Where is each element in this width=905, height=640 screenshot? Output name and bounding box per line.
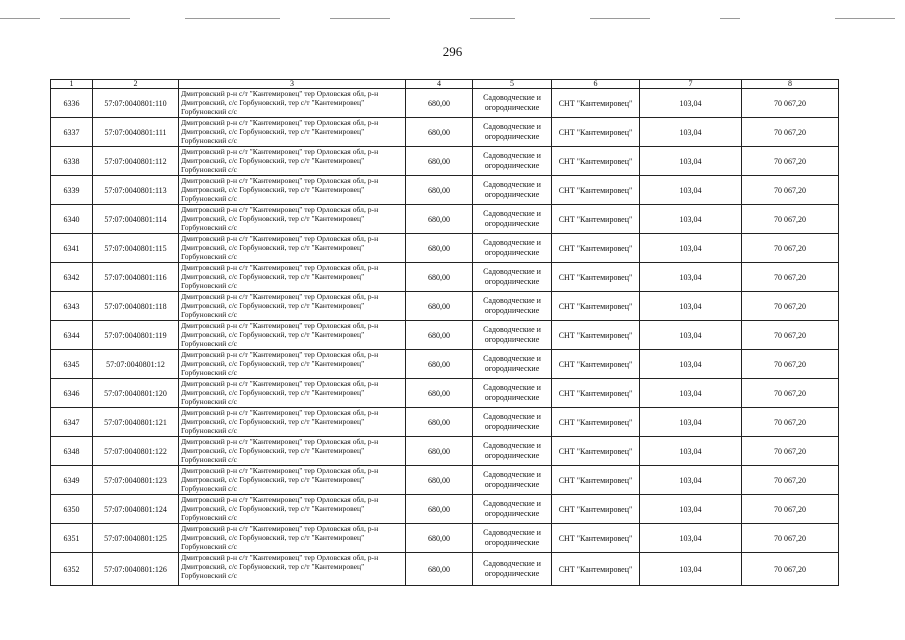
address-cell <box>179 263 406 292</box>
land-category-cell <box>473 321 552 350</box>
cadastral-value-cell: 70 067,20 <box>742 553 839 586</box>
scan-artifact-line <box>720 18 740 19</box>
address-cell <box>179 321 406 350</box>
table-row <box>51 553 839 586</box>
cadastral-value-cell: 70 067,20 <box>742 118 839 147</box>
address-line: Дмитровский, с/с Горбуновский, тер с/т "Кантемировец" <box>181 185 365 195</box>
table-row <box>51 379 839 408</box>
table-row <box>51 321 839 350</box>
address-line: Дмитровский р-н с/т "Кантемировец" тер Орловская обл, р-н <box>181 118 379 127</box>
cadastral-number-cell: 57:07:0040801:126 <box>93 553 179 586</box>
organization-cell: СНТ "Кантемировец" <box>552 292 640 321</box>
row-number-cell: 6351 <box>51 524 93 553</box>
organization-cell: СНТ "Кантемировец" <box>552 524 640 553</box>
land-category-line: Садоводческие и <box>483 122 541 131</box>
land-category-cell <box>473 205 552 234</box>
land-category-line: Садоводческие и <box>483 93 541 102</box>
land-category-cell <box>473 524 552 553</box>
address-line: Дмитровский р-н с/т "Кантемировец" тер Орловская обл, р-н <box>181 466 379 475</box>
land-category-cell <box>473 495 552 524</box>
rate-cell: 103,04 <box>640 263 742 292</box>
land-category-cell <box>473 147 552 176</box>
cadastral-number-cell: 57:07:0040801:114 <box>93 205 179 234</box>
area-cell: 680,00 <box>406 176 473 205</box>
address-line: Горбуновский с/с <box>181 426 238 436</box>
address-line: Горбуновский с/с <box>181 165 238 175</box>
table-row <box>51 234 839 263</box>
address-line: Горбуновский с/с <box>181 107 238 117</box>
row-number-cell: 6337 <box>51 118 93 147</box>
address-cell <box>179 205 406 234</box>
cadastral-number-cell: 57:07:0040801:119 <box>93 321 179 350</box>
land-category-cell <box>473 89 552 118</box>
organization-cell: СНТ "Кантемировец" <box>552 408 640 437</box>
address-line: Дмитровский р-н с/т "Кантемировец" тер Орловская обл, р-н <box>181 408 379 417</box>
area-cell: 680,00 <box>406 321 473 350</box>
cadastral-value-cell: 70 067,20 <box>742 147 839 176</box>
address-line: Дмитровский, с/с Горбуновский, тер с/т "Кантемировец" <box>181 272 365 282</box>
organization-cell: СНТ "Кантемировец" <box>552 379 640 408</box>
address-line: Горбуновский с/с <box>181 368 238 378</box>
land-category-cell <box>473 292 552 321</box>
address-line: Дмитровский р-н с/т "Кантемировец" тер Орловская обл, р-н <box>181 437 379 446</box>
land-category-line: огороднические <box>484 364 540 373</box>
area-cell: 680,00 <box>406 524 473 553</box>
address-line: Дмитровский р-н с/т "Кантемировец" тер Орловская обл, р-н <box>181 263 379 272</box>
page-number: 296 <box>442 44 463 59</box>
area-cell: 680,00 <box>406 495 473 524</box>
address-line: Дмитровский, с/с Горбуновский, тер с/т "Кантемировец" <box>181 446 365 456</box>
land-category-cell <box>473 234 552 263</box>
rate-cell: 103,04 <box>640 234 742 263</box>
organization-cell: СНТ "Кантемировец" <box>552 205 640 234</box>
table-row <box>51 118 839 147</box>
column-header: 7 <box>640 80 742 89</box>
cadastral-number-cell: 57:07:0040801:122 <box>93 437 179 466</box>
address-line: Дмитровский, с/с Горбуновский, тер с/т "Кантемировец" <box>181 388 365 398</box>
cadastral-value-cell: 70 067,20 <box>742 234 839 263</box>
rate-cell: 103,04 <box>640 553 742 586</box>
column-header: 8 <box>742 80 839 89</box>
table-header-row <box>51 80 839 89</box>
table-row <box>51 263 839 292</box>
land-category-line: Садоводческие и <box>483 267 541 276</box>
column-header: 3 <box>179 80 406 89</box>
table-row <box>51 495 839 524</box>
address-line: Дмитровский р-н с/т "Кантемировец" тер Орловская обл, р-н <box>181 379 379 388</box>
address-line: Дмитровский, с/с Горбуновский, тер с/т "Кантемировец" <box>181 127 365 137</box>
rate-cell: 103,04 <box>640 89 742 118</box>
address-line: Дмитровский, с/с Горбуновский, тер с/т "Кантемировец" <box>181 359 365 369</box>
area-cell: 680,00 <box>406 205 473 234</box>
land-category-line: огороднические <box>484 335 540 344</box>
cadastral-value-cell: 70 067,20 <box>742 466 839 495</box>
address-line: Горбуновский с/с <box>181 194 238 204</box>
table-row <box>51 292 839 321</box>
address-cell <box>179 495 406 524</box>
address-line: Горбуновский с/с <box>181 397 238 407</box>
rate-cell: 103,04 <box>640 437 742 466</box>
area-cell: 680,00 <box>406 147 473 176</box>
row-number-cell: 6340 <box>51 205 93 234</box>
table-row <box>51 466 839 495</box>
address-line: Дмитровский, с/с Горбуновский, тер с/т "Кантемировец" <box>181 301 365 311</box>
organization-cell: СНТ "Кантемировец" <box>552 350 640 379</box>
table-row <box>51 408 839 437</box>
cadastral-number-cell: 57:07:0040801:112 <box>93 147 179 176</box>
land-category-line: Садоводческие и <box>483 528 541 537</box>
column-header: 5 <box>473 80 552 89</box>
table-row <box>51 176 839 205</box>
land-category-cell <box>473 263 552 292</box>
scan-artifact-line <box>590 18 650 19</box>
scan-artifact-line <box>835 18 895 19</box>
address-line: Дмитровский, с/с Горбуновский, тер с/т "Кантемировец" <box>181 417 365 427</box>
address-line: Горбуновский с/с <box>181 455 238 465</box>
address-line: Горбуновский с/с <box>181 542 238 552</box>
address-line: Горбуновский с/с <box>181 281 238 291</box>
cadastral-number-cell: 57:07:0040801:118 <box>93 292 179 321</box>
address-line: Дмитровский, с/с Горбуновский, тер с/т "Кантемировец" <box>181 533 365 543</box>
row-number-cell: 6346 <box>51 379 93 408</box>
cadastral-number-cell: 57:07:0040801:120 <box>93 379 179 408</box>
address-cell <box>179 234 406 263</box>
row-number-cell: 6341 <box>51 234 93 263</box>
address-line: Горбуновский с/с <box>181 136 238 146</box>
row-number-cell: 6350 <box>51 495 93 524</box>
land-category-cell <box>473 350 552 379</box>
land-category-line: огороднические <box>484 190 540 199</box>
rate-cell: 103,04 <box>640 118 742 147</box>
organization-cell: СНТ "Кантемировец" <box>552 176 640 205</box>
rate-cell: 103,04 <box>640 379 742 408</box>
row-number-cell: 6344 <box>51 321 93 350</box>
cadastral-number-cell: 57:07:0040801:116 <box>93 263 179 292</box>
address-line: Дмитровский, с/с Горбуновский, тер с/т "Кантемировец" <box>181 156 365 166</box>
cadastral-value-cell: 70 067,20 <box>742 292 839 321</box>
address-cell <box>179 176 406 205</box>
cadastral-value-cell: 70 067,20 <box>742 263 839 292</box>
land-category-line: огороднические <box>484 306 540 315</box>
address-line: Дмитровский р-н с/т "Кантемировец" тер Орловская обл, р-н <box>181 553 379 562</box>
land-category-line: огороднические <box>484 248 540 257</box>
address-line: Горбуновский с/с <box>181 223 238 233</box>
scan-artifact-line <box>0 18 40 19</box>
land-category-cell <box>473 379 552 408</box>
address-line: Дмитровский р-н с/т "Кантемировец" тер Орловская обл, р-н <box>181 350 379 359</box>
row-number-cell: 6345 <box>51 350 93 379</box>
area-cell: 680,00 <box>406 263 473 292</box>
address-cell <box>179 118 406 147</box>
row-number-cell: 6338 <box>51 147 93 176</box>
cadastral-number-cell: 57:07:0040801:110 <box>93 89 179 118</box>
row-number-cell: 6349 <box>51 466 93 495</box>
address-line: Дмитровский, с/с Горбуновский, тер с/т "Кантемировец" <box>181 504 365 514</box>
row-number-cell: 6336 <box>51 89 93 118</box>
cadastral-number-cell: 57:07:0040801:113 <box>93 176 179 205</box>
land-category-line: огороднические <box>484 569 540 578</box>
cadastral-number-cell: 57:07:0040801:121 <box>93 408 179 437</box>
area-cell: 680,00 <box>406 553 473 586</box>
organization-cell: СНТ "Кантемировец" <box>552 553 640 586</box>
address-line: Дмитровский р-н с/т "Кантемировец" тер Орловская обл, р-н <box>181 234 379 243</box>
cadastral-value-cell: 70 067,20 <box>742 176 839 205</box>
table-row <box>51 350 839 379</box>
row-number-cell: 6347 <box>51 408 93 437</box>
rate-cell: 103,04 <box>640 205 742 234</box>
cadastral-value-cell: 70 067,20 <box>742 437 839 466</box>
area-cell: 680,00 <box>406 350 473 379</box>
rate-cell: 103,04 <box>640 176 742 205</box>
land-category-line: Садоводческие и <box>483 499 541 508</box>
land-category-line: огороднические <box>484 451 540 460</box>
row-number-cell: 6352 <box>51 553 93 586</box>
area-cell: 680,00 <box>406 379 473 408</box>
land-category-line: Садоводческие и <box>483 151 541 160</box>
area-cell: 680,00 <box>406 466 473 495</box>
row-number-cell: 6342 <box>51 263 93 292</box>
area-cell: 680,00 <box>406 234 473 263</box>
registry-table <box>50 79 839 586</box>
organization-cell: СНТ "Кантемировец" <box>552 495 640 524</box>
land-category-line: огороднические <box>484 132 540 141</box>
address-line: Дмитровский р-н с/т "Кантемировец" тер Орловская обл, р-н <box>181 495 379 504</box>
land-category-line: огороднические <box>484 161 540 170</box>
rate-cell: 103,04 <box>640 495 742 524</box>
land-category-line: Садоводческие и <box>483 383 541 392</box>
organization-cell: СНТ "Кантемировец" <box>552 263 640 292</box>
row-number-cell: 6343 <box>51 292 93 321</box>
cadastral-number-cell: 57:07:0040801:12 <box>93 350 179 379</box>
land-category-cell <box>473 437 552 466</box>
rate-cell: 103,04 <box>640 466 742 495</box>
scan-artifact-line <box>185 18 280 19</box>
land-category-line: Садоводческие и <box>483 559 541 568</box>
address-cell <box>179 379 406 408</box>
organization-cell: СНТ "Кантемировец" <box>552 437 640 466</box>
address-line: Дмитровский р-н с/т "Кантемировец" тер Орловская обл, р-н <box>181 321 379 330</box>
address-line: Горбуновский с/с <box>181 310 238 320</box>
address-line: Дмитровский, с/с Горбуновский, тер с/т "Кантемировец" <box>181 562 365 572</box>
address-cell <box>179 408 406 437</box>
land-category-line: Садоводческие и <box>483 296 541 305</box>
land-category-line: Садоводческие и <box>483 180 541 189</box>
land-category-line: огороднические <box>484 219 540 228</box>
address-line: Дмитровский р-н с/т "Кантемировец" тер Орловская обл, р-н <box>181 524 379 533</box>
address-line: Горбуновский с/с <box>181 513 238 523</box>
rate-cell: 103,04 <box>640 321 742 350</box>
address-line: Дмитровский р-н с/т "Кантемировец" тер Орловская обл, р-н <box>181 147 379 156</box>
address-line: Горбуновский с/с <box>181 252 238 262</box>
address-line: Дмитровский, с/с Горбуновский, тер с/т "Кантемировец" <box>181 214 365 224</box>
address-line: Дмитровский, с/с Горбуновский, тер с/т "Кантемировец" <box>181 98 365 108</box>
cadastral-number-cell: 57:07:0040801:115 <box>93 234 179 263</box>
land-category-line: огороднические <box>484 538 540 547</box>
column-header: 6 <box>552 80 640 89</box>
land-category-cell <box>473 176 552 205</box>
cadastral-number-cell: 57:07:0040801:111 <box>93 118 179 147</box>
organization-cell: СНТ "Кантемировец" <box>552 89 640 118</box>
land-category-line: Садоводческие и <box>483 412 541 421</box>
cadastral-value-cell: 70 067,20 <box>742 321 839 350</box>
address-line: Горбуновский с/с <box>181 339 238 349</box>
rate-cell: 103,04 <box>640 524 742 553</box>
address-cell <box>179 553 406 586</box>
table-row <box>51 147 839 176</box>
table-row <box>51 524 839 553</box>
land-category-line: огороднические <box>484 277 540 286</box>
organization-cell: СНТ "Кантемировец" <box>552 147 640 176</box>
cadastral-value-cell: 70 067,20 <box>742 524 839 553</box>
address-line: Дмитровский, с/с Горбуновский, тер с/т "Кантемировец" <box>181 243 365 253</box>
rate-cell: 103,04 <box>640 292 742 321</box>
land-category-cell <box>473 408 552 437</box>
land-category-line: Садоводческие и <box>483 470 541 479</box>
land-category-line: огороднические <box>484 480 540 489</box>
rate-cell: 103,04 <box>640 147 742 176</box>
rate-cell: 103,04 <box>640 350 742 379</box>
area-cell: 680,00 <box>406 89 473 118</box>
address-line: Горбуновский с/с <box>181 484 238 494</box>
address-cell <box>179 437 406 466</box>
area-cell: 680,00 <box>406 408 473 437</box>
address-line: Дмитровский, с/с Горбуновский, тер с/т "Кантемировец" <box>181 475 365 485</box>
cadastral-value-cell: 70 067,20 <box>742 89 839 118</box>
land-category-line: огороднические <box>484 103 540 112</box>
cadastral-value-cell: 70 067,20 <box>742 205 839 234</box>
address-cell <box>179 147 406 176</box>
scan-artifact-line <box>330 18 390 19</box>
area-cell: 680,00 <box>406 292 473 321</box>
table-row <box>51 437 839 466</box>
column-header: 1 <box>51 80 93 89</box>
column-header: 4 <box>406 80 473 89</box>
address-cell <box>179 466 406 495</box>
cadastral-value-cell: 70 067,20 <box>742 495 839 524</box>
land-category-cell <box>473 553 552 586</box>
cadastral-value-cell: 70 067,20 <box>742 408 839 437</box>
address-line: Горбуновский с/с <box>181 571 238 581</box>
land-category-line: огороднические <box>484 422 540 431</box>
address-line: Дмитровский р-н с/т "Кантемировец" тер Орловская обл, р-н <box>181 292 379 301</box>
organization-cell: СНТ "Кантемировец" <box>552 234 640 263</box>
area-cell: 680,00 <box>406 437 473 466</box>
address-cell <box>179 524 406 553</box>
land-category-line: Садоводческие и <box>483 325 541 334</box>
land-category-line: Садоводческие и <box>483 238 541 247</box>
land-category-line: Садоводческие и <box>483 209 541 218</box>
cadastral-value-cell: 70 067,20 <box>742 350 839 379</box>
address-cell <box>179 292 406 321</box>
cadastral-number-cell: 57:07:0040801:123 <box>93 466 179 495</box>
address-line: Дмитровский р-н с/т "Кантемировец" тер Орловская обл, р-н <box>181 176 379 185</box>
address-line: Дмитровский, с/с Горбуновский, тер с/т "Кантемировец" <box>181 330 365 340</box>
land-category-cell <box>473 118 552 147</box>
row-number-cell: 6348 <box>51 437 93 466</box>
scan-artifact-line <box>470 18 515 19</box>
table-row <box>51 205 839 234</box>
area-cell: 680,00 <box>406 118 473 147</box>
rate-cell: 103,04 <box>640 408 742 437</box>
cadastral-number-cell: 57:07:0040801:124 <box>93 495 179 524</box>
address-cell <box>179 350 406 379</box>
column-header: 2 <box>93 80 179 89</box>
address-line: Дмитровский р-н с/т "Кантемировец" тер Орловская обл, р-н <box>181 89 379 98</box>
scan-artifact-line <box>60 18 130 19</box>
table-row <box>51 89 839 118</box>
organization-cell: СНТ "Кантемировец" <box>552 466 640 495</box>
row-number-cell: 6339 <box>51 176 93 205</box>
land-category-cell <box>473 466 552 495</box>
organization-cell: СНТ "Кантемировец" <box>552 321 640 350</box>
land-category-line: огороднические <box>484 393 540 402</box>
cadastral-number-cell: 57:07:0040801:125 <box>93 524 179 553</box>
land-category-line: Садоводческие и <box>483 441 541 450</box>
address-cell <box>179 89 406 118</box>
address-line: Дмитровский р-н с/т "Кантемировец" тер Орловская обл, р-н <box>181 205 379 214</box>
cadastral-value-cell: 70 067,20 <box>742 379 839 408</box>
land-category-line: Садоводческие и <box>483 354 541 363</box>
land-category-line: огороднические <box>484 509 540 518</box>
organization-cell: СНТ "Кантемировец" <box>552 118 640 147</box>
